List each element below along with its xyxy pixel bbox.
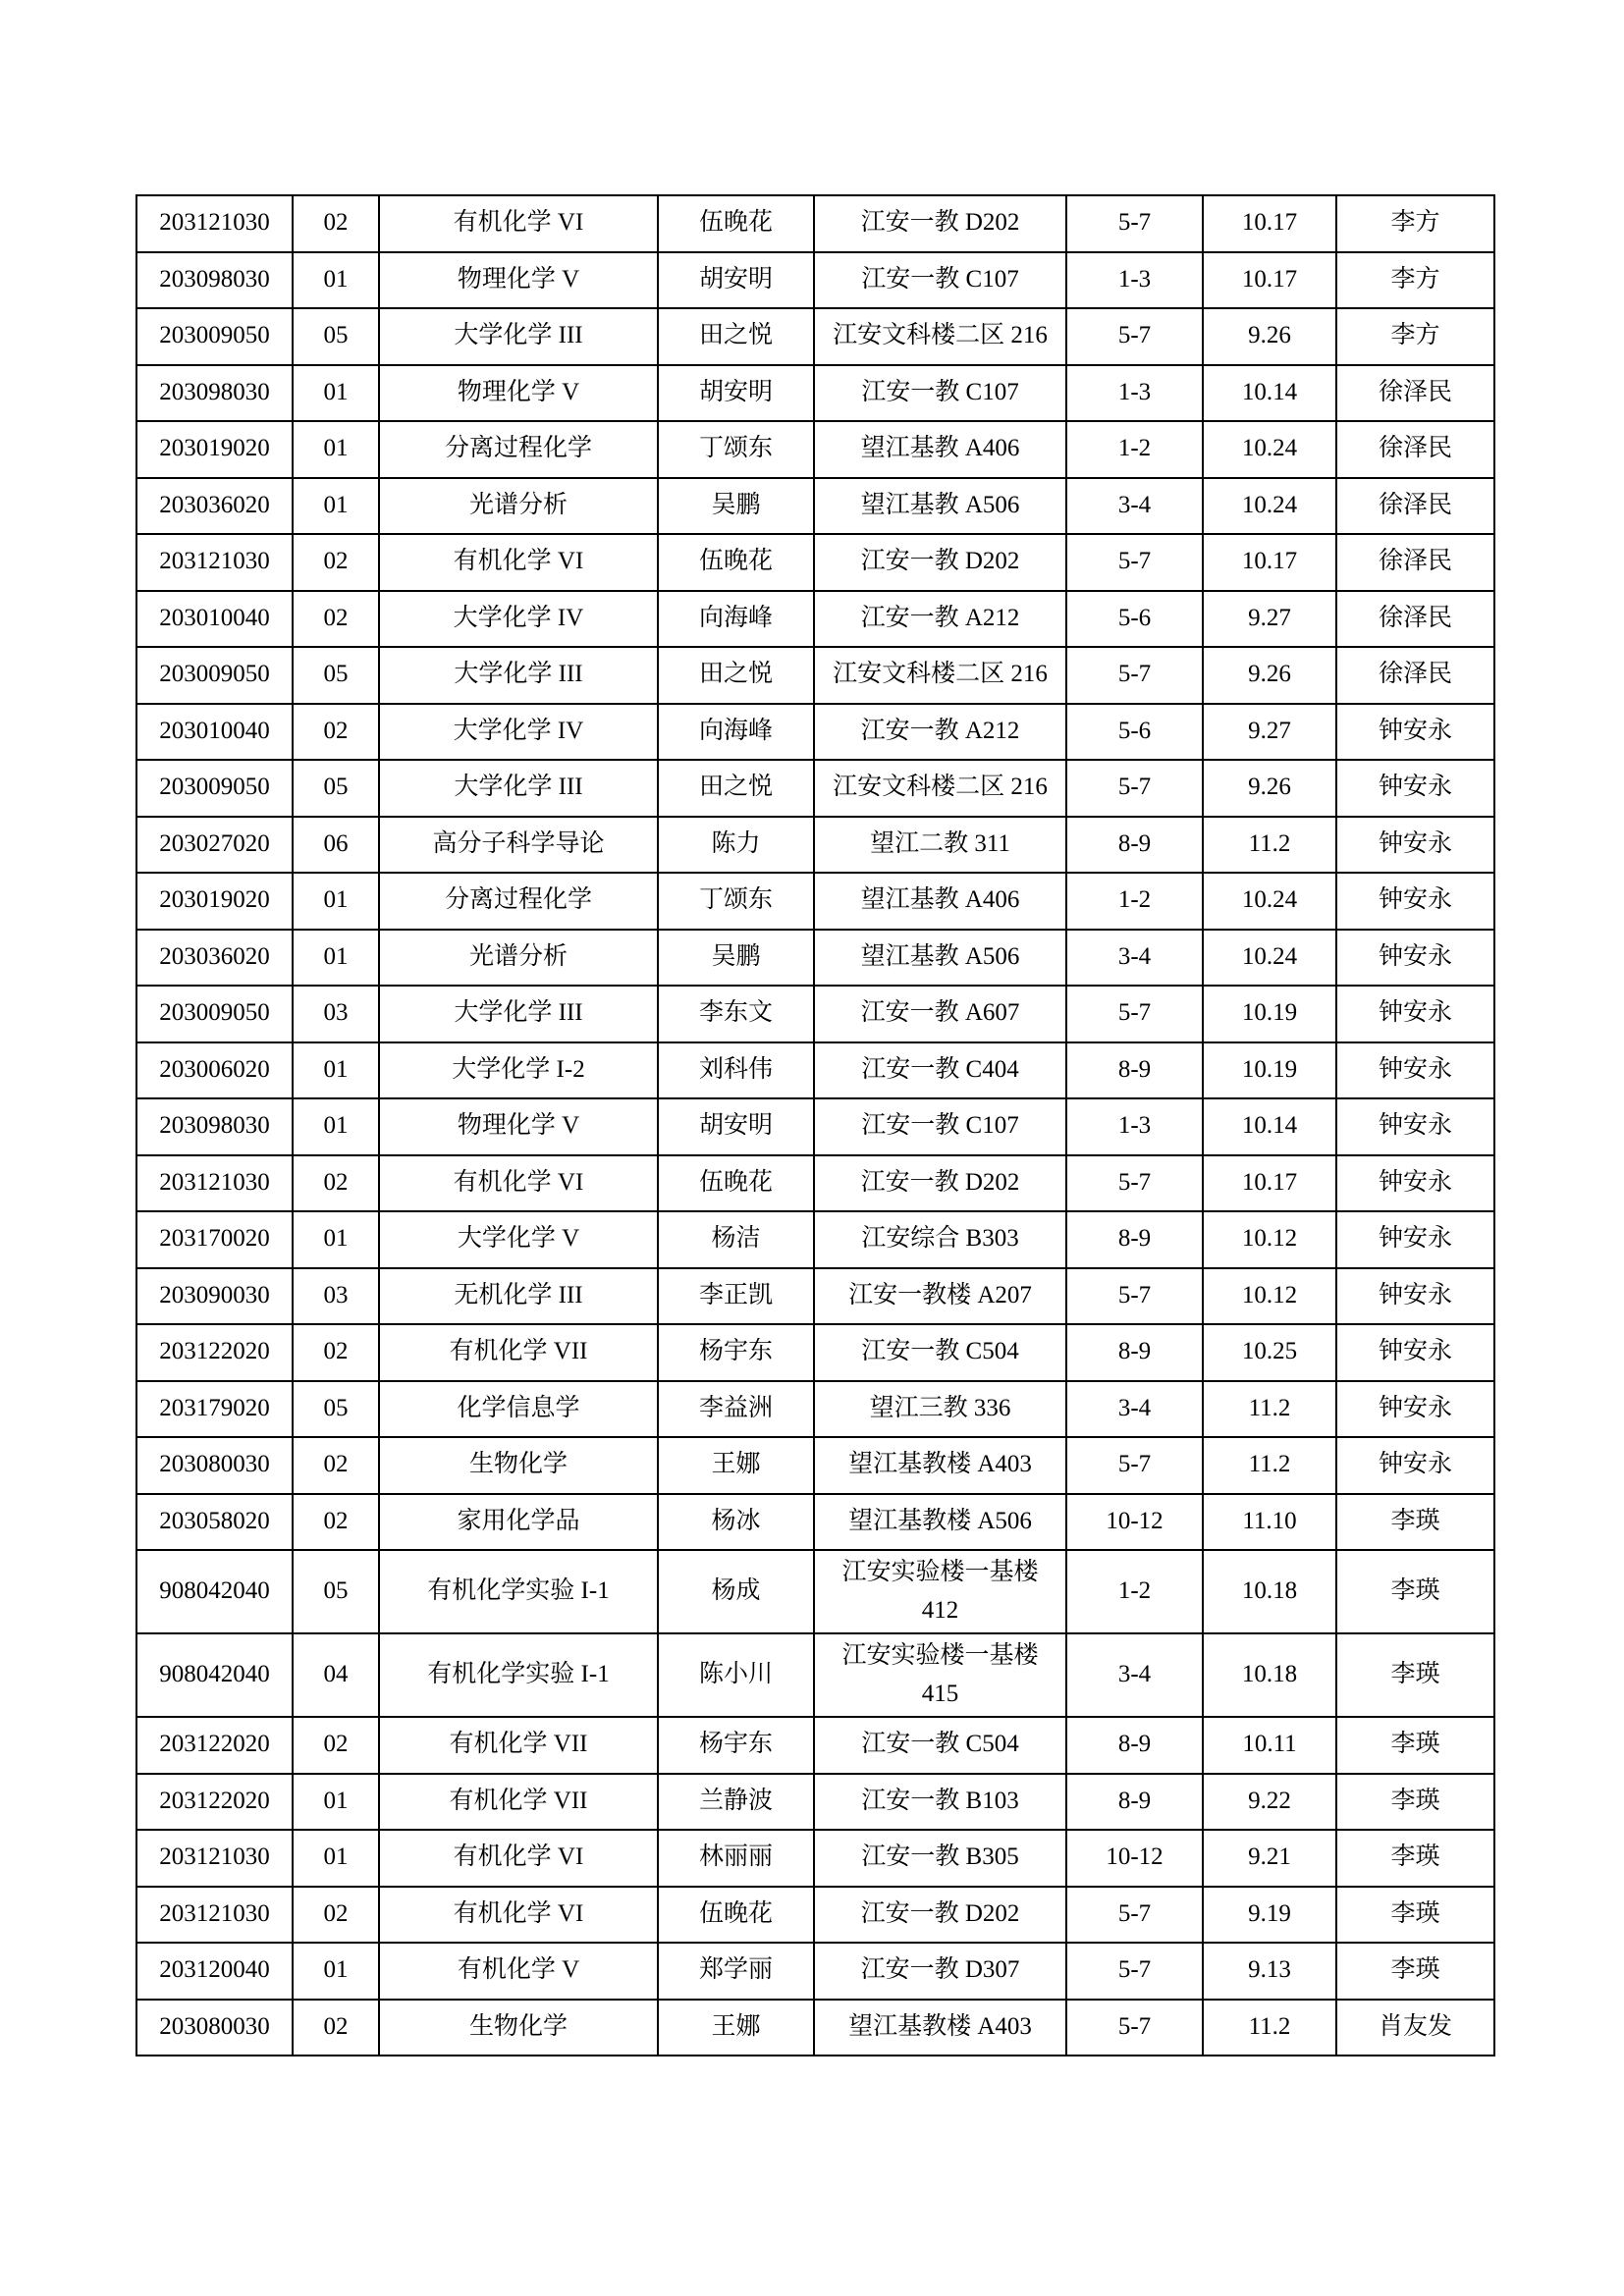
course-name-cell: 光谱分析 [379, 930, 658, 987]
location-cell: 望江三教 336 [814, 1381, 1066, 1438]
course-id-cell: 203098030 [136, 365, 293, 422]
periods-cell: 5-6 [1066, 704, 1203, 761]
observer-cell: 钟安永 [1336, 1437, 1494, 1494]
course-id-cell: 203080030 [136, 2000, 293, 2056]
observer-cell: 钟安永 [1336, 1268, 1494, 1325]
table-row [136, 1381, 1494, 1438]
course-name-cell: 有机化学 VII [379, 1774, 658, 1831]
section-cell: 05 [293, 1550, 379, 1633]
course-name-cell: 大学化学 III [379, 308, 658, 365]
course-id-cell: 203010040 [136, 591, 293, 648]
location-cell [814, 1633, 1066, 1717]
teacher-cell: 陈力 [658, 817, 814, 874]
periods-cell: 5-7 [1066, 1268, 1203, 1325]
table-row [136, 873, 1494, 930]
section-cell: 02 [293, 534, 379, 591]
observer-cell: 钟安永 [1336, 704, 1494, 761]
date-cell: 9.22 [1203, 1774, 1336, 1831]
course-id-cell: 203170020 [136, 1211, 293, 1268]
teacher-cell: 杨成 [658, 1550, 814, 1633]
periods-cell: 5-7 [1066, 647, 1203, 704]
section-cell: 01 [293, 478, 379, 535]
course-name-cell: 大学化学 III [379, 986, 658, 1042]
section-cell: 02 [293, 1887, 379, 1944]
table-row [136, 1042, 1494, 1099]
section-cell: 02 [293, 1494, 379, 1551]
periods-cell: 5-7 [1066, 308, 1203, 365]
table-row [136, 760, 1494, 817]
date-cell: 10.18 [1203, 1550, 1336, 1633]
observer-cell: 李瑛 [1336, 1550, 1494, 1633]
observer-cell: 钟安永 [1336, 986, 1494, 1042]
section-cell: 02 [293, 195, 379, 252]
periods-cell: 3-4 [1066, 1633, 1203, 1717]
periods-cell: 3-4 [1066, 1381, 1203, 1438]
table-row [136, 365, 1494, 422]
course-name-cell: 高分子科学导论 [379, 817, 658, 874]
teacher-cell: 向海峰 [658, 591, 814, 648]
location-cell: 江安一教楼 A207 [814, 1268, 1066, 1325]
observer-cell: 徐泽民 [1336, 534, 1494, 591]
course-id-cell: 203121030 [136, 534, 293, 591]
observer-cell: 李方 [1336, 308, 1494, 365]
section-cell: 02 [293, 1324, 379, 1381]
periods-cell: 1-3 [1066, 252, 1203, 309]
teacher-cell: 兰静波 [658, 1774, 814, 1831]
course-id-cell: 203121030 [136, 1887, 293, 1944]
date-cell: 10.18 [1203, 1633, 1336, 1717]
course-id-cell: 203179020 [136, 1381, 293, 1438]
section-cell: 01 [293, 1774, 379, 1831]
periods-cell: 5-7 [1066, 1155, 1203, 1212]
observer-cell: 钟安永 [1336, 873, 1494, 930]
section-cell: 02 [293, 704, 379, 761]
course-name-cell: 大学化学 IV [379, 591, 658, 648]
table-row [136, 2000, 1494, 2056]
course-id-cell: 203121030 [136, 1830, 293, 1887]
teacher-cell: 丁颂东 [658, 873, 814, 930]
section-cell: 01 [293, 1042, 379, 1099]
observer-cell: 李瑛 [1336, 1830, 1494, 1887]
table-row [136, 647, 1494, 704]
date-cell: 10.19 [1203, 1042, 1336, 1099]
section-cell: 01 [293, 1211, 379, 1268]
location-cell: 望江基教 A406 [814, 421, 1066, 478]
course-id-cell: 203080030 [136, 1437, 293, 1494]
table-row [136, 1830, 1494, 1887]
date-cell: 10.24 [1203, 421, 1336, 478]
location-cell: 江安一教 D202 [814, 195, 1066, 252]
periods-cell: 1-3 [1066, 365, 1203, 422]
location-cell: 望江二教 311 [814, 817, 1066, 874]
periods-cell: 5-7 [1066, 2000, 1203, 2056]
section-cell: 02 [293, 1437, 379, 1494]
location-cell: 江安一教 C504 [814, 1324, 1066, 1381]
date-cell: 11.2 [1203, 1437, 1336, 1494]
course-name-cell: 化学信息学 [379, 1381, 658, 1438]
table-row [136, 1494, 1494, 1551]
course-id-cell: 203009050 [136, 647, 293, 704]
teacher-cell: 伍晚花 [658, 195, 814, 252]
table-row [136, 1098, 1494, 1155]
date-cell: 10.24 [1203, 478, 1336, 535]
date-cell: 11.10 [1203, 1494, 1336, 1551]
location-cell: 江安一教 C107 [814, 1098, 1066, 1155]
course-name-cell: 有机化学 VII [379, 1324, 658, 1381]
course-name-cell: 生物化学 [379, 2000, 658, 2056]
course-name-cell: 有机化学 VII [379, 1717, 658, 1774]
course-id-cell: 203058020 [136, 1494, 293, 1551]
observer-cell: 钟安永 [1336, 1211, 1494, 1268]
table-row [136, 478, 1494, 535]
periods-cell: 8-9 [1066, 1774, 1203, 1831]
location-cell: 望江基教 A506 [814, 930, 1066, 987]
course-name-cell: 无机化学 III [379, 1268, 658, 1325]
location-cell: 江安一教 B103 [814, 1774, 1066, 1831]
course-id-cell: 203027020 [136, 817, 293, 874]
course-name-cell: 分离过程化学 [379, 873, 658, 930]
table-row [136, 421, 1494, 478]
date-cell: 10.17 [1203, 1155, 1336, 1212]
section-cell: 05 [293, 308, 379, 365]
table-row [136, 252, 1494, 309]
table-row [136, 817, 1494, 874]
teacher-cell: 田之悦 [658, 760, 814, 817]
course-schedule-table [135, 194, 1495, 2056]
table-row [136, 1211, 1494, 1268]
table-row [136, 1324, 1494, 1381]
teacher-cell: 吴鹏 [658, 478, 814, 535]
teacher-cell: 林丽丽 [658, 1830, 814, 1887]
course-id-cell: 203009050 [136, 760, 293, 817]
observer-cell: 钟安永 [1336, 930, 1494, 987]
table-row [136, 1774, 1494, 1831]
teacher-cell: 胡安明 [658, 1098, 814, 1155]
course-id-cell: 203019020 [136, 873, 293, 930]
observer-cell: 钟安永 [1336, 1042, 1494, 1099]
periods-cell: 8-9 [1066, 1324, 1203, 1381]
course-name-cell: 有机化学 VI [379, 195, 658, 252]
teacher-cell: 田之悦 [658, 308, 814, 365]
date-cell: 10.24 [1203, 930, 1336, 987]
section-cell: 01 [293, 1830, 379, 1887]
periods-cell: 1-2 [1066, 1550, 1203, 1633]
schedule-table-body [136, 195, 1494, 2056]
table-row [136, 1268, 1494, 1325]
observer-cell: 李瑛 [1336, 1774, 1494, 1831]
course-name-cell: 大学化学 I-2 [379, 1042, 658, 1099]
date-cell: 11.2 [1203, 817, 1336, 874]
observer-cell: 李瑛 [1336, 1717, 1494, 1774]
section-cell: 05 [293, 647, 379, 704]
table-row [136, 704, 1494, 761]
section-cell: 02 [293, 1717, 379, 1774]
course-id-cell: 203122020 [136, 1774, 293, 1831]
location-cell: 江安文科楼二区 216 [814, 760, 1066, 817]
course-name-cell: 有机化学 VI [379, 1155, 658, 1212]
observer-cell: 钟安永 [1336, 1098, 1494, 1155]
periods-cell: 8-9 [1066, 1211, 1203, 1268]
section-cell: 01 [293, 930, 379, 987]
course-id-cell: 203009050 [136, 986, 293, 1042]
course-name-cell: 生物化学 [379, 1437, 658, 1494]
periods-cell: 5-7 [1066, 760, 1203, 817]
periods-cell: 5-7 [1066, 534, 1203, 591]
course-id-cell: 203006020 [136, 1042, 293, 1099]
teacher-cell: 杨冰 [658, 1494, 814, 1551]
location-cell [814, 1550, 1066, 1633]
location-cell: 江安综合 B303 [814, 1211, 1066, 1268]
course-id-cell: 203036020 [136, 930, 293, 987]
location-line: 412 [921, 1596, 959, 1624]
date-cell: 10.24 [1203, 873, 1336, 930]
observer-cell: 钟安永 [1336, 1155, 1494, 1212]
section-cell: 01 [293, 1098, 379, 1155]
location-cell: 望江基教 A406 [814, 873, 1066, 930]
teacher-cell: 田之悦 [658, 647, 814, 704]
periods-cell: 3-4 [1066, 478, 1203, 535]
observer-cell: 钟安永 [1336, 1324, 1494, 1381]
course-id-cell: 203098030 [136, 1098, 293, 1155]
table-row [136, 1717, 1494, 1774]
date-cell: 10.19 [1203, 986, 1336, 1042]
location-cell: 江安一教 B305 [814, 1830, 1066, 1887]
teacher-cell: 李东文 [658, 986, 814, 1042]
date-cell: 10.14 [1203, 365, 1336, 422]
course-id-cell: 203122020 [136, 1717, 293, 1774]
section-cell: 06 [293, 817, 379, 874]
periods-cell: 5-7 [1066, 195, 1203, 252]
periods-cell: 8-9 [1066, 817, 1203, 874]
location-cell: 江安一教 D202 [814, 534, 1066, 591]
periods-cell: 1-2 [1066, 421, 1203, 478]
teacher-cell: 李益洲 [658, 1381, 814, 1438]
table-row [136, 308, 1494, 365]
section-cell: 02 [293, 591, 379, 648]
course-id-cell: 203090030 [136, 1268, 293, 1325]
course-name-cell: 分离过程化学 [379, 421, 658, 478]
table-row [136, 986, 1494, 1042]
course-name-cell: 光谱分析 [379, 478, 658, 535]
observer-cell: 徐泽民 [1336, 647, 1494, 704]
section-cell: 01 [293, 421, 379, 478]
table-row [136, 1887, 1494, 1944]
table-row [136, 591, 1494, 648]
teacher-cell: 胡安明 [658, 365, 814, 422]
teacher-cell: 杨洁 [658, 1211, 814, 1268]
date-cell: 10.17 [1203, 195, 1336, 252]
section-cell: 01 [293, 873, 379, 930]
observer-cell: 李瑛 [1336, 1887, 1494, 1944]
location-cell: 江安一教 D307 [814, 1943, 1066, 2000]
course-id-cell: 203019020 [136, 421, 293, 478]
date-cell: 10.12 [1203, 1211, 1336, 1268]
observer-cell: 徐泽民 [1336, 421, 1494, 478]
observer-cell: 徐泽民 [1336, 591, 1494, 648]
date-cell: 9.21 [1203, 1830, 1336, 1887]
date-cell: 9.13 [1203, 1943, 1336, 2000]
location-cell: 江安一教 C107 [814, 252, 1066, 309]
course-id-cell: 203120040 [136, 1943, 293, 2000]
location-cell: 江安一教 D202 [814, 1155, 1066, 1212]
course-name-cell: 大学化学 IV [379, 704, 658, 761]
observer-cell: 钟安永 [1336, 817, 1494, 874]
location-cell: 望江基教楼 A403 [814, 1437, 1066, 1494]
periods-cell: 10-12 [1066, 1494, 1203, 1551]
date-cell: 9.26 [1203, 760, 1336, 817]
location-cell: 望江基教楼 A403 [814, 2000, 1066, 2056]
date-cell: 9.27 [1203, 704, 1336, 761]
periods-cell: 5-7 [1066, 1943, 1203, 2000]
course-name-cell: 有机化学 VI [379, 1830, 658, 1887]
section-cell: 01 [293, 365, 379, 422]
observer-cell: 钟安永 [1336, 1381, 1494, 1438]
course-name-cell: 物理化学 V [379, 365, 658, 422]
location-cell: 江安一教 A607 [814, 986, 1066, 1042]
course-name-cell: 大学化学 III [379, 647, 658, 704]
course-id-cell: 203098030 [136, 252, 293, 309]
teacher-cell: 伍晚花 [658, 1155, 814, 1212]
course-name-cell: 大学化学 V [379, 1211, 658, 1268]
location-cell: 江安一教 C404 [814, 1042, 1066, 1099]
observer-cell: 李瑛 [1336, 1494, 1494, 1551]
section-cell: 01 [293, 252, 379, 309]
table-row [136, 1943, 1494, 2000]
location-cell: 江安一教 C107 [814, 365, 1066, 422]
periods-cell: 10-12 [1066, 1830, 1203, 1887]
section-cell: 02 [293, 1155, 379, 1212]
teacher-cell: 伍晚花 [658, 534, 814, 591]
teacher-cell: 王娜 [658, 1437, 814, 1494]
location-cell: 望江基教 A506 [814, 478, 1066, 535]
course-name-cell: 有机化学 VI [379, 534, 658, 591]
date-cell: 10.12 [1203, 1268, 1336, 1325]
date-cell: 11.2 [1203, 2000, 1336, 2056]
course-id-cell: 908042040 [136, 1633, 293, 1717]
teacher-cell: 向海峰 [658, 704, 814, 761]
date-cell: 10.14 [1203, 1098, 1336, 1155]
table-row [136, 1437, 1494, 1494]
observer-cell: 徐泽民 [1336, 478, 1494, 535]
periods-cell: 3-4 [1066, 930, 1203, 987]
location-cell: 江安文科楼二区 216 [814, 308, 1066, 365]
location-cell: 江安一教 A212 [814, 704, 1066, 761]
table-row [136, 1633, 1494, 1717]
course-id-cell: 203122020 [136, 1324, 293, 1381]
periods-cell: 5-7 [1066, 986, 1203, 1042]
teacher-cell: 杨宇东 [658, 1324, 814, 1381]
section-cell: 03 [293, 1268, 379, 1325]
course-name-cell: 物理化学 V [379, 252, 658, 309]
teacher-cell: 郑学丽 [658, 1943, 814, 2000]
location-cell: 江安一教 D202 [814, 1887, 1066, 1944]
table-row [136, 195, 1494, 252]
periods-cell: 1-3 [1066, 1098, 1203, 1155]
observer-cell: 钟安永 [1336, 760, 1494, 817]
course-name-cell: 有机化学 VI [379, 1887, 658, 1944]
teacher-cell: 李正凯 [658, 1268, 814, 1325]
location-line: 江安实验楼一基楼 [841, 1641, 1039, 1669]
course-id-cell: 203036020 [136, 478, 293, 535]
observer-cell: 李方 [1336, 252, 1494, 309]
date-cell: 10.17 [1203, 534, 1336, 591]
periods-cell: 1-2 [1066, 873, 1203, 930]
course-name-cell: 物理化学 V [379, 1098, 658, 1155]
course-name-cell: 有机化学实验 I-1 [379, 1550, 658, 1633]
observer-cell: 李瑛 [1336, 1633, 1494, 1717]
table-row [136, 1155, 1494, 1212]
location-cell: 望江基教楼 A506 [814, 1494, 1066, 1551]
teacher-cell: 杨宇东 [658, 1717, 814, 1774]
location-cell: 江安一教 C504 [814, 1717, 1066, 1774]
teacher-cell: 王娜 [658, 2000, 814, 2056]
date-cell: 11.2 [1203, 1381, 1336, 1438]
section-cell: 04 [293, 1633, 379, 1717]
teacher-cell: 陈小川 [658, 1633, 814, 1717]
course-id-cell: 203121030 [136, 1155, 293, 1212]
periods-cell: 5-7 [1066, 1437, 1203, 1494]
periods-cell: 5-6 [1066, 591, 1203, 648]
teacher-cell: 丁颂东 [658, 421, 814, 478]
location-line: 415 [921, 1680, 959, 1707]
course-id-cell: 203121030 [136, 195, 293, 252]
periods-cell: 8-9 [1066, 1717, 1203, 1774]
observer-cell: 李瑛 [1336, 1943, 1494, 2000]
date-cell: 10.25 [1203, 1324, 1336, 1381]
section-cell: 05 [293, 760, 379, 817]
section-cell: 03 [293, 986, 379, 1042]
periods-cell: 8-9 [1066, 1042, 1203, 1099]
date-cell: 9.19 [1203, 1887, 1336, 1944]
section-cell: 02 [293, 2000, 379, 2056]
teacher-cell: 胡安明 [658, 252, 814, 309]
section-cell: 05 [293, 1381, 379, 1438]
table-row [136, 534, 1494, 591]
teacher-cell: 刘科伟 [658, 1042, 814, 1099]
table-row [136, 1550, 1494, 1633]
course-name-cell: 有机化学实验 I-1 [379, 1633, 658, 1717]
observer-cell: 肖友发 [1336, 2000, 1494, 2056]
date-cell: 9.26 [1203, 647, 1336, 704]
course-id-cell: 908042040 [136, 1550, 293, 1633]
location-line: 江安实验楼一基楼 [841, 1558, 1039, 1585]
course-name-cell: 大学化学 III [379, 760, 658, 817]
teacher-cell: 吴鹏 [658, 930, 814, 987]
date-cell: 9.26 [1203, 308, 1336, 365]
date-cell: 10.11 [1203, 1717, 1336, 1774]
table-row [136, 930, 1494, 987]
course-id-cell: 203009050 [136, 308, 293, 365]
date-cell: 9.27 [1203, 591, 1336, 648]
location-cell: 江安文科楼二区 216 [814, 647, 1066, 704]
teacher-cell: 伍晚花 [658, 1887, 814, 1944]
location-cell: 江安一教 A212 [814, 591, 1066, 648]
course-name-cell: 家用化学品 [379, 1494, 658, 1551]
course-id-cell: 203010040 [136, 704, 293, 761]
section-cell: 01 [293, 1943, 379, 2000]
periods-cell: 5-7 [1066, 1887, 1203, 1944]
course-name-cell: 有机化学 V [379, 1943, 658, 2000]
observer-cell: 李方 [1336, 195, 1494, 252]
date-cell: 10.17 [1203, 252, 1336, 309]
observer-cell: 徐泽民 [1336, 365, 1494, 422]
